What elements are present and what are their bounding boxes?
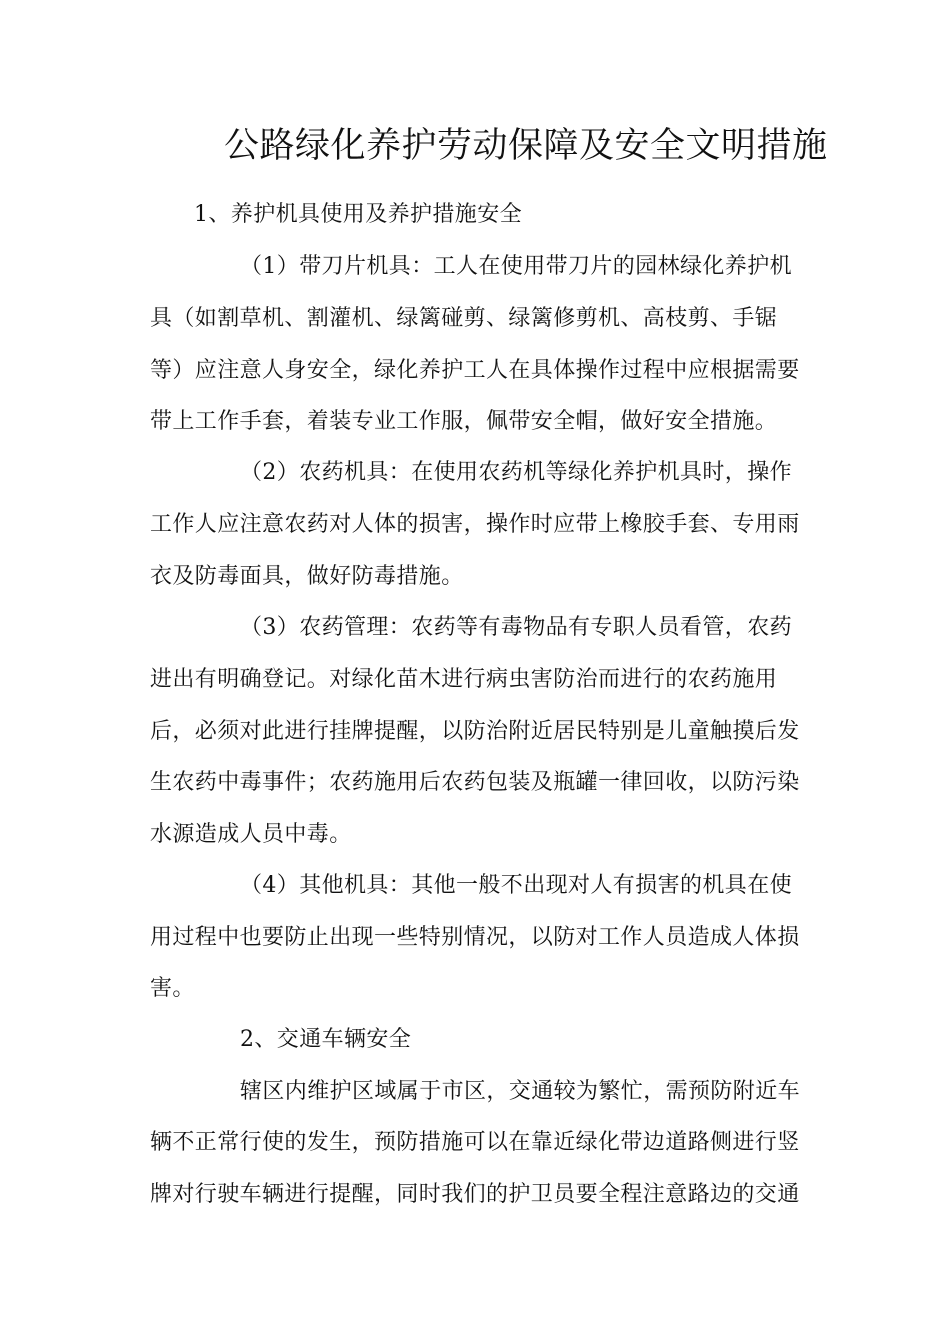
paragraph-line: （1）带刀片机具：工人在使用带刀片的园林绿化养护机 — [240, 254, 792, 279]
paragraph-line: （3）农药管理：农药等有毒物品有专职人员看管，农药 — [240, 615, 792, 640]
page-title: 公路绿化养护劳动保障及安全文明措施 — [224, 126, 828, 166]
paragraph-line: 用过程中也要防止出现一些特别情况，以防对工作人员造成人体损 — [150, 925, 800, 950]
paragraph-line: 带上工作手套，着装专业工作服，佩带安全帽，做好安全措施。 — [150, 409, 778, 434]
section-heading-2: 2、交通车辆安全 — [240, 1027, 412, 1052]
paragraph-line: 后，必须对此进行挂牌提醒，以防治附近居民特别是儿童触摸后发 — [150, 719, 800, 744]
paragraph-line: 水源造成人员中毒。 — [150, 822, 352, 847]
paragraph-line: 害。 — [150, 976, 195, 1001]
paragraph-line: 进出有明确登记。对绿化苗木进行病虫害防治而进行的农药施用 — [150, 667, 778, 692]
paragraph-line: （2）农药机具：在使用农药机等绿化养护机具时，操作 — [240, 460, 792, 485]
section-heading-1: 1、养护机具使用及养护措施安全 — [194, 202, 522, 227]
paragraph-line: 具（如割草机、割灌机、绿篱碰剪、绿篱修剪机、高枝剪、手锯 — [150, 306, 778, 331]
paragraph-line: 工作人应注意农药对人体的损害，操作时应带上橡胶手套、专用雨 — [150, 512, 800, 537]
paragraph-line: 辆不正常行使的发生，预防措施可以在靠近绿化带边道路侧进行竖 — [150, 1130, 800, 1155]
paragraph-line: 等）应注意人身安全，绿化养护工人在具体操作过程中应根据需要 — [150, 358, 800, 383]
paragraph-line: 辖区内维护区域属于市区，交通较为繁忙，需预防附近车 — [240, 1079, 801, 1104]
paragraph-line: 牌对行驶车辆进行提醒，同时我们的护卫员要全程注意路边的交通 — [150, 1182, 800, 1207]
paragraph-line: （4）其他机具：其他一般不出现对人有损害的机具在使 — [240, 873, 792, 898]
paragraph-line: 生农药中毒事件；农药施用后农药包装及瓶罐一律回收，以防污染 — [150, 770, 800, 795]
paragraph-line: 衣及防毒面具，做好防毒措施。 — [150, 564, 464, 589]
